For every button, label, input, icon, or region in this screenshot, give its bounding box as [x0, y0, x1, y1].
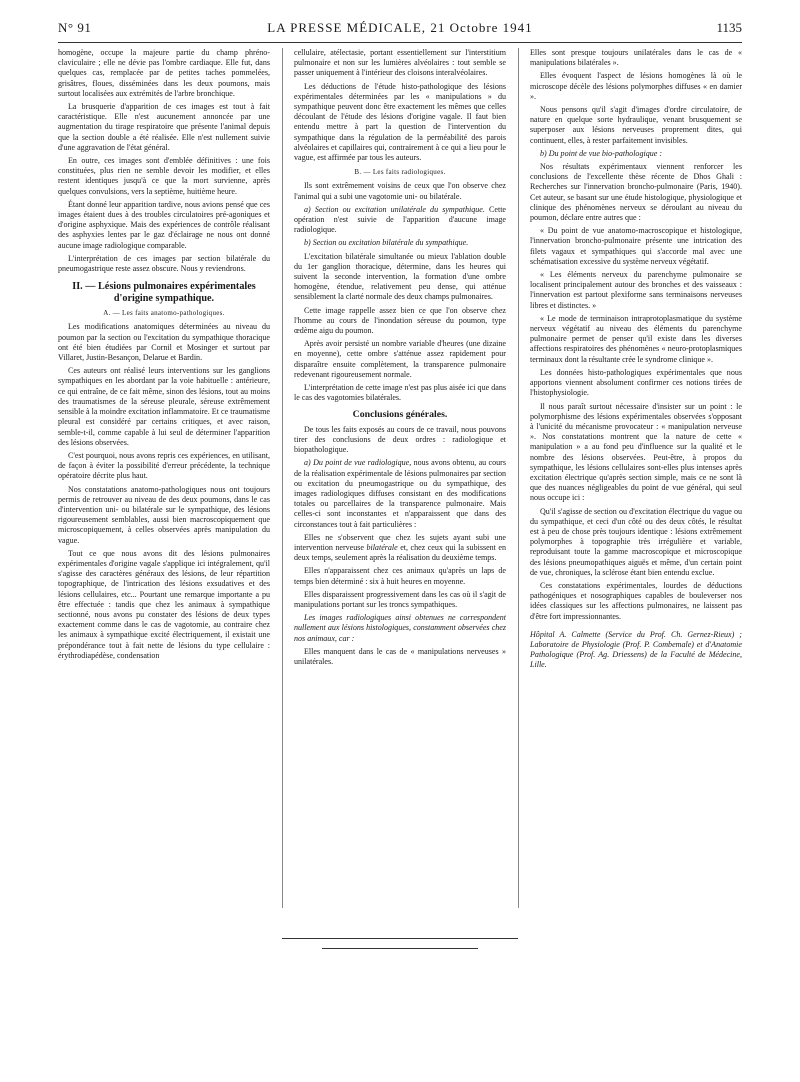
- paragraph: Nos constatations anatomo-pathologiques nous ont toujours permis de retrouver au niveau de des deux poumons, dans le cas d'intervention uni- ou bilatérale sur le sympathique, des lésions rigoureusement semblables, aussi bien macroscopiquement que microscopiquement, à celles observées après manipulation du vague.: [58, 484, 270, 545]
- paragraph: L'interprétation de ces images par section bilatérale du pneumogastrique reste assez obscure. Nous y reviendrons.: [58, 253, 270, 274]
- subsection-heading: A. — Les faits anatomo-pathologiques.: [103, 309, 225, 318]
- conclusions-heading: Conclusions générales.: [352, 408, 448, 420]
- paragraph: « Les éléments nerveux du parenchyme pulmonaire se localisent principalement autour des bronches et des vaisseaux : l'innervation est partout plexiforme sans terminaisons nerveuses libres et distinctes. »: [530, 270, 742, 310]
- paragraph: b) Du point de vue bio-pathologique :: [540, 148, 663, 158]
- paragraph: Les données histo-pathologiques expérimentales que nous apportons viennent absolument confirmer ces notions tirées de l'histophysiologie.: [530, 367, 742, 398]
- issue-number: N° 91: [58, 20, 92, 35]
- paragraph: « Du point de vue anatomo-macroscopique et histologique, l'innervation broncho-pulmonaire présente une intrication des filets vagaux et sympathiques qui s'accorde mal avec une schématisation excessive du système nerveux végétatif.: [530, 226, 742, 266]
- affiliation-signature: Hôpital A. Calmette (Service du Prof. Ch. Gernez-Rieux) ; Laboratoire de Physiologie (Prof. P. Combemale) et d'Anatomie Pathologique (Prof. Ag. Driessens) de la Faculté de Médecine, Lille.: [530, 629, 742, 670]
- paragraph: Il nous paraît surtout nécessaire d'insister sur un point : le polymorphisme des lésions expérimentales observées s'opposant à l'unicité du mécanisme provocateur : « manipulation nerveuse ». Nos constatations montrent que la nature de cette « manipulation » a au fond peu d'influence sur la qualité et le nombre des lésions observées. Peut-être, à propos du sympathique, les lésions cellulaires sont-elles plus intenses après excitation électrique qu'après section simple, mais ce ne sont là que des nuances négligeables du point de vue général, qui seul nous occupe ici :: [530, 401, 742, 503]
- paragraph: Ces auteurs ont réalisé leurs interventions sur les ganglions sympathiques en les abordant par la voie habituelle : antérieure, ce qui entraîne, de ce fait même, sinon des lésions, tout au moins des traumatismes de la séreuse pleurale, séreuse extrêmement sensible à la moindre excitation inflammatoire. Et ce traumatisme pleural est considéré par certains critiques, et avec raison, semble-t-il, comme capable à lui seul de déterminer l'apparition des lésions observées.: [58, 366, 270, 447]
- paragraph: L'excitation bilatérale simultanée ou mieux l'ablation double du 1er ganglion thoracique, détermine, dans les heures qui suivent la seconde intervention, la formation d'une ombre homogène, étendue, relativement peu dense, qui atténue sensiblement la clarté normale des deux champs pulmonaires.: [294, 251, 506, 302]
- journal-name: LA PRESSE MÉDICALE,: [267, 20, 427, 35]
- italic-lead: b) Section ou excitation bilatérale du sympathique.: [304, 238, 469, 248]
- issue-date: 21 Octobre 1941: [430, 20, 533, 35]
- paragraph: En outre, ces images sont d'emblée définitives : une fois constituées, plus rien ne semble devoir les modifier, et elles restent identiques jusqu'à ce que la mort survienne, après quelques convulsions, vers la septième, huitième heure.: [58, 156, 270, 196]
- paragraph: Étant donné leur apparition tardive, nous avions pensé que ces images étaient dues à des troubles circulatoires pré-agoniques et d'origine asphyxique. Mais des expériences de contrôle réalisant des asphyxies lentes par le gaz d'éclairage ne nous ont donné aucune image radiologique comparable.: [58, 199, 270, 250]
- column-2: [294, 48, 506, 670]
- paragraph: Ces constatations expérimentales, lourdes de déductions pathogéniques et nosographiques capables de bouleverser nos idées classiques sur les affections pulmonaires, ne laissent pas d'être fort impressionnantes.: [530, 580, 742, 621]
- subsection-heading: B. — Les faits radiologiques.: [354, 168, 446, 177]
- paragraph: Ils sont extrêmement voisins de ceux que l'on observe chez l'animal qui a subi une vagotomie uni- ou bilatérale.: [294, 181, 506, 201]
- closing-rule: [322, 948, 478, 949]
- paragraph: Elles évoquent l'aspect de lésions homogènes là où le microscope décèle des lésions polymorphes diffuses « en damier ».: [530, 71, 742, 101]
- paragraph: Nous pensons qu'il s'agit d'images d'ordre circulatoire, de nature en quelque sorte hydraulique, venant brusquement se superposer aux lésions nerveuses proprement dites, qui continuent, elles, à rester parfaitement invisibles.: [530, 105, 742, 145]
- paragraph: homogène, occupe la majeure partie du champ phréno-claviculaire ; elle ne dévie pas l'ombre cardiaque. Elle fut, dans quelques cas, remplacée par de petites taches pommelées, grisâtres, floues, disséminées dans les deux poumons, mais surtout localisées aux extrémités de l'arbre bronchique.: [58, 48, 270, 98]
- paragraph: [294, 238, 506, 248]
- paragraph: Elles ne s'observent que chez les sujets ayant subi une intervention nerveuse bilatérale et, chez ceux qui la subissent en deux temps, seulement après la réalisation du deuxième temps.: [294, 532, 506, 563]
- paragraph: La brusquerie d'apparition de ces images est tout à fait caractéristique. Elle n'est aucunement annoncée par une augmentation du tirage respiratoire que présente l'animal depuis que la section double a été réalisée. Elle n'est nullement suivie d'une aggravation de l'état général.: [58, 102, 270, 152]
- page-header: [58, 20, 742, 40]
- paragraph: Après avoir persisté un nombre variable d'heures (une dizaine en moyenne), cette ombre s'atténue assez rapidement pour disparaître ensuite complètement, la transparence pulmonaire redevenant rigoureusement normale.: [294, 339, 506, 379]
- paragraph: Elles sont presque toujours unilatérales dans le cas de « manipulations bilatérales ».: [530, 48, 742, 68]
- paragraph: « Le mode de terminaison intraprotoplasmatique du système nerveux végétatif au niveau des éléments du parenchyme pulmonaire permet de penser qu'il existe dans les diverses affections respiratoires des phénomènes « neuro-protoplasmiques terminaux dont la résultante crée le syndrome clinique ».: [530, 313, 742, 364]
- paragraph: a) Section ou excitation unilatérale du sympathique. Cette opération n'est suivie de l'apparition d'aucune image radiologique.: [294, 204, 507, 235]
- paragraph: Elles n'apparaissent chez ces animaux qu'après un laps de temps bien déterminé : six à huit heures en moyenne.: [294, 566, 506, 586]
- paragraph: a) Du point de vue radiologique, nous avons obtenu, au cours de la réalisation expérimentale de lésions pulmonaires par section ou excitation du pneumogastrique ou du sympathique, des images radiologiques diffuses consistant en des modifications totales ou parcellaires de la transparence pulmonaire. Mais celles-ci sont inconstantes et n'apparaissent que dans des circonstances tout à fait particulières :: [294, 458, 506, 529]
- paragraph: Tout ce que nous avons dit des lésions pulmonaires expérimentales d'origine vagale s'applique ici intégralement, qu'il s'agisse des caractères généraux des lésions, de leur répartition topographique, de l'intrication des lésions exsudatives et des lésions cellulaires, etc... Pourtant une remarque importante a pu être effectuée : tandis que chez les animaux à sympathique sectionné, nous avons pu constater des lésions de deux types exactement comme dans le cas de vagotomie, au contraire chez les animaux à sympathique excité électriquement, il existait une prépondérance tout à fait nette de lésions du type cellulaire : érythrodiapédèse, condensation: [58, 548, 270, 660]
- column-divider: [518, 48, 519, 908]
- paragraph: Nos résultats expérimentaux viennent renforcer les conclusions de l'excellente thèse récente de Dhos Ghali : Recherches sur l'innervation broncho-pulmonaire (Paris, 1940). Cet auteur, se basant sur une étude histologique, physiologique et clinique des phénomènes nerveux se déroulant au niveau du poumon, déclare entre autres que :: [530, 162, 742, 223]
- italic-lead: a) Du point de vue radiologique,: [304, 458, 412, 468]
- closing-rule: [282, 938, 518, 939]
- page-number: 1135: [716, 20, 742, 35]
- paragraph: De tous les faits exposés au cours de ce travail, nous pouvons tirer des conclusions de deux ordres : radiologique et biopathologique.: [294, 424, 506, 455]
- paragraph: cellulaire, atélectasie, portant essentiellement sur l'interstitium pulmonaire et non sur les lumières alvéolaires : tout semble se passer uniquement à l'intérieur des cloisons interalvéolaires.: [294, 48, 506, 78]
- header-rule: [58, 42, 742, 43]
- paragraph: L'interprétation de cette image n'est pas plus aisée ici que dans le cas des vagotomies bilatérales.: [294, 383, 506, 403]
- paragraph: Elles disparaissent progressivement dans les cas où il s'agit de manipulations portant sur les troncs sympathiques.: [294, 589, 506, 609]
- paragraph: Les images radiologiques ainsi obtenues ne correspondent nullement aux lésions histologiques, constamment observées chez nos animaux, car :: [294, 613, 506, 643]
- section-heading: II. — Lésions pulmonaires expérimentales d'origine sympathique.: [72, 281, 256, 304]
- paragraph: Les modifications anatomiques déterminées au niveau du poumon par la section ou l'excitation du sympathique thoracique ont été bien étudiées par Cornil et Mosinger et surtout par Villaret, Justin-Besançon, Delarue et Bardin.: [58, 322, 270, 363]
- running-title: [58, 20, 742, 36]
- paragraph: Les déductions de l'étude histo-pathologique des lésions expérimentales déterminées par les « manipulations » du sympathique peuvent donc être exactement les mêmes que celles découlant de l'étude des lésions d'origine vagale. Il faut bien entendu mettre à part la question de l'intervention du sympathique dans la régulation de la perméabilité des parois alvéolaires et capillaires qui, contrairement à ce qui a lieu pour le vague, est affirmée par tous les auteurs.: [294, 81, 506, 163]
- paragraph: Cette image rappelle assez bien ce que l'on observe chez l'homme au cours de l'inondation séreuse du poumon, type œdème aigu du poumon.: [294, 305, 506, 336]
- italic-lead: a) Section ou excitation unilatérale du sympathique.: [304, 204, 485, 214]
- column-divider: [282, 48, 283, 908]
- paragraph: Qu'il s'agisse de section ou d'excitation électrique du vague ou du sympathique, et ceci d'un côté ou des deux côtés, le résultat est à peu de chose près toujours identique : lésions extrêmement polymorphes à topographie très irrégulière et variable, reproduisant toute la gamme macroscopique et microscopique des lésions pneumopathiques aiguës et même, d'un certain point de vue, chroniques, la sclérose étant bien entendu exclue.: [530, 506, 742, 577]
- column-1: [58, 48, 270, 664]
- paragraph: C'est pourquoi, nous avons repris ces expériences, en utilisant, de façon à éviter la possibilité d'erreur précédente, la technique opératoire décrite plus haut.: [58, 450, 270, 481]
- paragraph: Elles manquent dans le cas de « manipulations nerveuses » unilatérales.: [294, 646, 506, 666]
- column-3: [530, 48, 742, 674]
